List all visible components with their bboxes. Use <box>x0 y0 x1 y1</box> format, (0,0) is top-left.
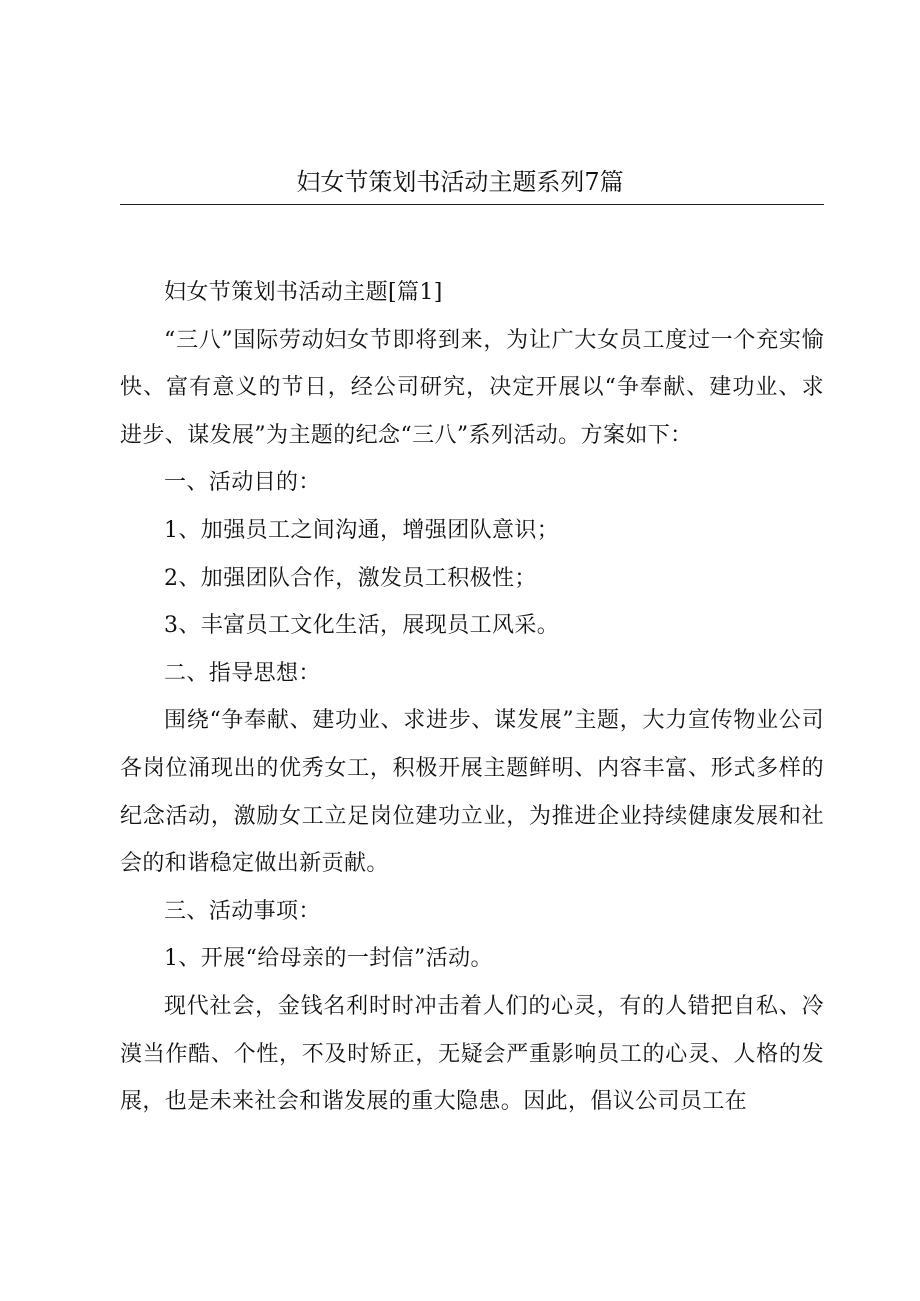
list-item: 2、加强团队合作，激发员工积极性； <box>164 565 537 591</box>
list-item: 1、开展“给母亲的一封信”活动。 <box>164 946 493 972</box>
heading-activity-items: 三、活动事项： <box>164 898 321 924</box>
heading-guiding-ideology: 二、指导思想： <box>164 660 321 686</box>
paragraph-letter-activity: 现代社会，金钱名利时时冲击着人们的心灵，有的人错把自私、冷漠当作酷、个性，不及时矫正，无疑会严重影响员工的心灵、人格的发展，也是未来社会和谐发展的重大隐患。因此，倡议公司员工在 <box>120 993 824 1115</box>
section-heading: 妇女节策划书活动主题[篇1] <box>164 280 443 305</box>
paragraph-ideology: 围绕“争奉献、建功业、求进步、谋发展”主题，大力宣传物业公司各岗位涌现出的优秀女工，积极开展主题鲜明、内容丰富、形式多样的纪念活动，激励女工立足岗位建功立业，为推进企业持续健康发展和社会的和谐稳定做出新贡献。 <box>120 708 824 877</box>
heading-activity-purpose: 一、活动目的： <box>164 470 321 496</box>
document-body <box>120 269 824 1126</box>
title-underline <box>120 204 824 205</box>
list-item: 1、加强员工之间沟通，增强团队意识； <box>164 517 560 543</box>
document-title: 妇女节策划书活动主题系列7篇 <box>296 168 624 196</box>
list-item: 3、丰富员工文化生活，展现员工风采。 <box>164 613 560 639</box>
paragraph-intro: “三八”国际劳动妇女节即将到来，为让广大女员工度过一个充实愉快、富有意义的节日，经公司研究，决定开展以“争奉献、建功业、求进步、谋发展”为主题的纪念“三八”系列活动。方案如下： <box>120 327 824 448</box>
